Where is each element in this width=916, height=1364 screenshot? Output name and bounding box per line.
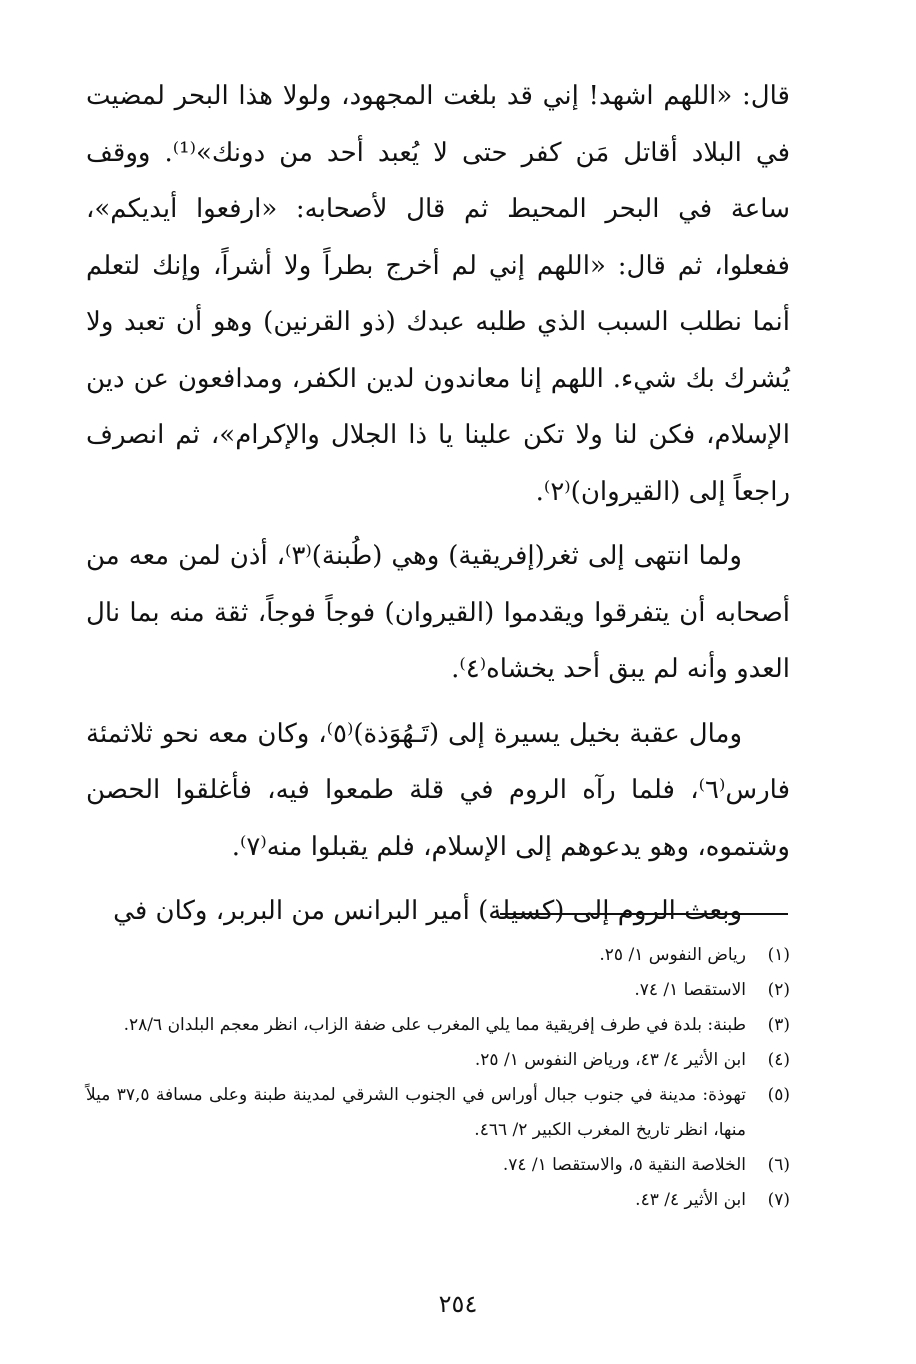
footnote-text: الخلاصة النقية ٥، والاستقصا ١/ ٧٤. (502, 1155, 746, 1175)
footnote-text: ابن الأثير ٤/ ٤٣، ورياض النفوس ١/ ٢٥. (474, 1050, 746, 1070)
paragraph-4: وبعث الروم إلى (كسيلة) أمير البرانس من البربر، وكان في (113, 896, 742, 926)
footnote-number: (٣) (767, 1015, 790, 1035)
main-text (86, 68, 790, 940)
footnote-number: (٢) (767, 980, 790, 1000)
footnote-2 (86, 973, 790, 1008)
footnote-number: (٥) (767, 1085, 790, 1105)
footnote-text: رياض النفوس ١/ ٢٥. (599, 945, 746, 965)
footnote-6 (86, 1148, 790, 1183)
footnote-divider (500, 913, 788, 915)
page-number: ٢٥٤ (438, 1290, 478, 1318)
paragraph-1: قال: «اللهم اشهد! إني قد بلغت المجهود، ولولا هذا البحر لمضيت في البلاد أقاتل مَن كفر حتى لا يُعبد أحد من دونك»⁽¹⁾. ووقف ساعة في البحر المحيط ثم قال لأصحابه: «ارفعوا أيديكم»، ففعلوا، ثم قال: «اللهم إني لم أخرج بطراً ولا أشراً، وإنك لتعلم أنما نطلب السبب الذي طلبه عبدك (ذو القرنين) وهو أن تعبد ولا يُشرك بك شيء. اللهم إنا معاندون لدين الكفر، ومدافعون عن دين الإسلام، فكن لنا ولا تكن علينا يا ذا الجلال والإكرام»، ثم انصرف راجعاً إلى (القيروان)⁽٢⁾. (86, 81, 791, 507)
footnotes (86, 938, 790, 1218)
footnote-number: (١) (767, 945, 790, 965)
footnote-4 (86, 1043, 790, 1078)
paragraph-3: ومال عقبة بخيل يسيرة إلى (تَـهُوَذة)⁽٥⁾، وكان معه نحو ثلاثمئة فارس⁽٦⁾، فلما رآه الروم في قلة طمعوا فيه، فأغلقوا الحصن وشتموه، وهو يدعوهم إلى الإسلام، فلم يقبلوا منه⁽٧⁾. (86, 718, 790, 862)
footnote-text: تهوذة: مدينة في جنوب جبال أوراس في الجنوب الشرقي لمدينة طبنة وعلى مسافة ٣٧,٥ ميلاً منها، انظر تاريخ المغرب الكبير ٢/ ٤٦٦. (86, 1085, 746, 1140)
footnote-3 (86, 1008, 790, 1043)
footnote-5 (86, 1078, 790, 1148)
footnote-1 (86, 938, 790, 973)
footnote-text: الاستقصا ١/ ٧٤. (634, 980, 746, 1000)
footnote-number: (٦) (767, 1155, 790, 1175)
footnote-text: طبنة: بلدة في طرف إفريقية مما يلي المغرب على ضفة الزاب، انظر معجم البلدان ٢٨/٦. (123, 1015, 746, 1035)
footnote-number: (٧) (767, 1190, 790, 1210)
footnote-number: (٤) (767, 1050, 790, 1070)
paragraph-2: ولما انتهى إلى ثغر(إفريقية) وهي (طُبنة)⁽٣⁾، أذن لمن معه من أصحابه أن يتفرقوا ويقدموا (القيروان) فوجاً فوجاً، ثقة منه بما نال العدو وأنه لم يبق أحد يخشاه⁽٤⁾. (86, 541, 790, 684)
footnote-text: ابن الأثير ٤/ ٤٣. (635, 1190, 746, 1210)
footnote-7 (86, 1183, 790, 1218)
